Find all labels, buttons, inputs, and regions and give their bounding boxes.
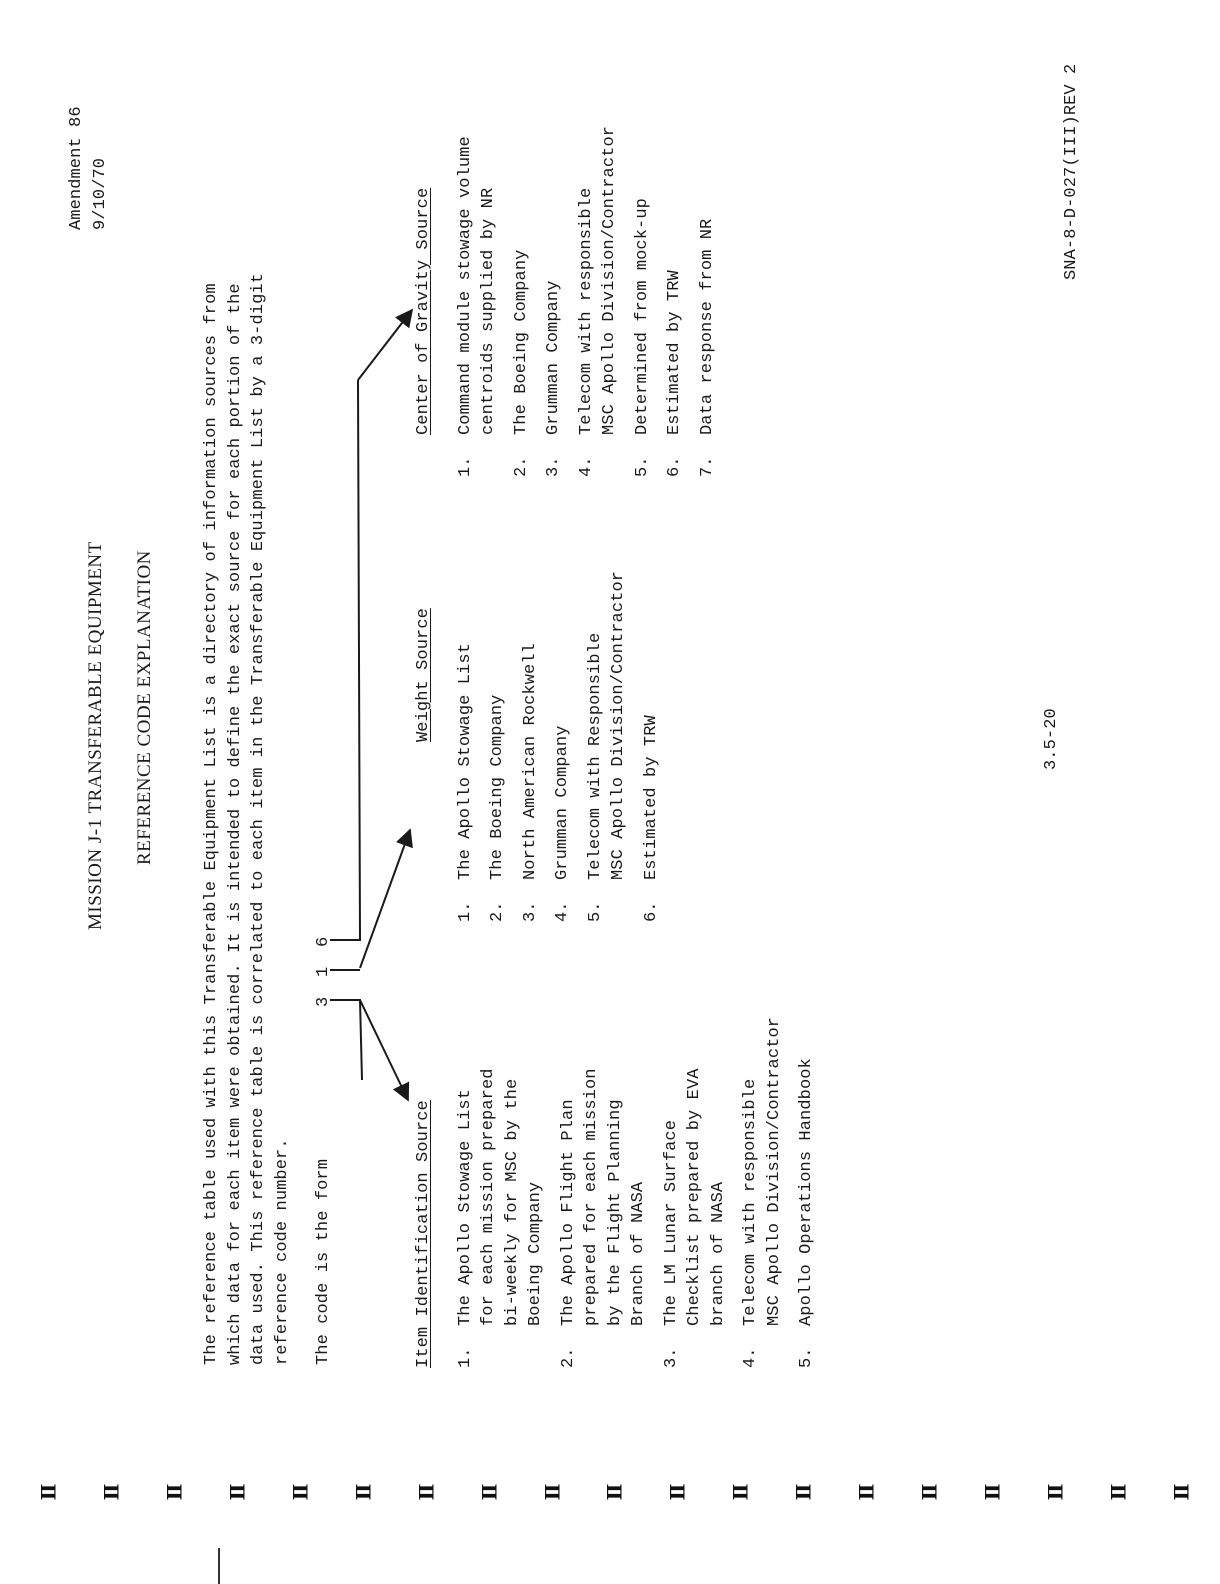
page-subtitle: REFERENCE CODE EXPLANATION — [134, 550, 155, 865]
scan-mark: Ⅱ — [476, 1483, 501, 1501]
weight-source-list — [454, 502, 664, 922]
scan-mark: Ⅱ — [225, 1483, 250, 1501]
list-item: 2. The Apollo Flight Plan prepared for each mission by the Flight Planning Branch of NASA — [558, 1068, 648, 1368]
intro-line: The reference table used with this Transferable Equipment List is a directory of information sources from — [202, 283, 221, 1365]
list-item: 4. Grumman Company — [553, 725, 572, 922]
scan-mark: Ⅱ — [980, 1483, 1005, 1501]
page-title: MISSION J-1 TRANSFERABLE EQUIPMENT — [85, 541, 106, 930]
column-weight — [412, 502, 672, 922]
arrow-item-identification — [360, 1000, 408, 1100]
document-id: SNA-8-D-027(III)REV 2 — [1062, 63, 1081, 280]
list-item: 5. Determined from mock-up — [632, 198, 652, 477]
intro-line: which data for each item were obtained. It is intended to define the exact source for each portion of the — [225, 283, 245, 1365]
list-item: 5. Apollo Operations Handbook — [797, 1058, 816, 1368]
page-number: 3.5-20 — [1042, 708, 1061, 770]
scan-mark: Ⅱ — [791, 1483, 816, 1501]
column-heading: Center of Gravity Source — [414, 187, 433, 435]
list-item: 3. North American Rockwell — [520, 643, 540, 922]
scan-mark: Ⅱ — [36, 1483, 61, 1501]
code-digit: 3 — [314, 996, 333, 1007]
column-heading: Item Identification Source — [414, 1100, 433, 1368]
code-form-label: The code is the form — [314, 1158, 333, 1365]
list-item: 6. Estimated by TRW — [641, 715, 661, 922]
arrow-center-of-gravity — [358, 310, 412, 380]
column-center-of-gravity — [412, 37, 728, 477]
code-digit: 6 — [314, 936, 333, 947]
list-item: 4. Telecom with responsible MSC Apollo Division/Contractor — [576, 125, 619, 477]
list-item: 2. The Boeing Company — [511, 249, 531, 477]
scan-mark: Ⅱ — [665, 1483, 690, 1501]
list-item: 1. The Apollo Stowage List — [455, 643, 475, 922]
amendment-label: Amendment 86 — [67, 106, 86, 230]
digit-bracket — [330, 1000, 362, 1080]
scan-mark: Ⅱ — [351, 1483, 376, 1501]
list-item: 1. The Apollo Stowage List for each mission prepared bi-weekly for MSC by the Boeing Company — [455, 1068, 545, 1368]
list-item: 6. Estimated by TRW — [665, 270, 684, 477]
scan-mark: Ⅱ — [539, 1483, 564, 1501]
list-item: 7. Data response from NR — [697, 218, 717, 477]
list-item: 2. The Boeing Company — [488, 694, 507, 922]
amendment-date: 9/10/70 — [90, 157, 110, 230]
scan-mark: Ⅱ — [1106, 1483, 1131, 1501]
list-item: 1. Command module stowage volume centroids supplied by NR — [455, 136, 498, 477]
scan-mark: Ⅱ — [854, 1483, 879, 1501]
scan-mark: Ⅱ — [414, 1483, 439, 1501]
column-item-identification — [412, 938, 828, 1368]
code-digit: 1 — [314, 966, 333, 977]
scan-mark: Ⅱ — [99, 1483, 124, 1501]
scan-mark: Ⅱ — [917, 1483, 942, 1501]
item-identification-list — [454, 938, 819, 1368]
scan-tick-mark — [218, 1548, 220, 1584]
digit-bracket — [330, 380, 360, 940]
list-item: 3. The LM Lunar Surface Checklist prepared by EVA branch of NASA — [661, 1068, 728, 1368]
list-item: 3. Grumman Company — [544, 280, 563, 477]
list-item: 4. Telecom with responsible MSC Apollo Division/Contractor — [741, 1016, 784, 1368]
scan-mark: Ⅱ — [162, 1483, 187, 1501]
scan-mark: Ⅱ — [602, 1483, 627, 1501]
scan-mark: Ⅱ — [288, 1483, 313, 1501]
scan-mark: Ⅱ — [1043, 1483, 1068, 1501]
column-heading: Weight Source — [414, 608, 433, 742]
scan-mark: Ⅱ — [728, 1483, 753, 1501]
scan-mark: Ⅱ — [1169, 1483, 1194, 1501]
list-item: 5. Telecom with Responsible MSC Apollo Division/Contractor — [585, 570, 628, 922]
arrow-weight — [360, 830, 410, 968]
center-of-gravity-list — [454, 37, 720, 477]
intro-line: data used. This reference table is correlated to each item in the Transferable Equipment List by a 3-digit — [249, 273, 268, 1365]
intro-line: reference code number. — [272, 1138, 292, 1365]
scan-edge-marks — [36, 1472, 1194, 1512]
